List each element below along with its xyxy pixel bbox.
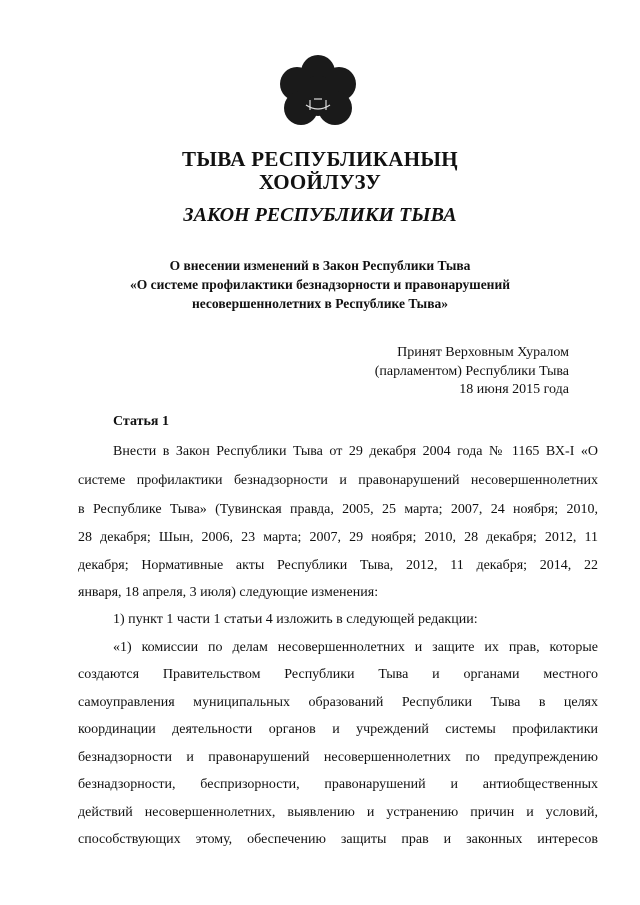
subject-line: несовершеннолетних в Республике Тыва» bbox=[192, 296, 448, 311]
adoption-block bbox=[375, 344, 569, 400]
article-text-line: способствующих этому, обеспечению защиты прав и законных интересов bbox=[78, 832, 598, 847]
article-text-line: декабря; Нормативные акты Республики Тыва, 2012, 11 декабря; 2014, 22 bbox=[78, 558, 598, 573]
article-text-line: 1) пункт 1 части 1 статьи 4 изложить в следующей редакции: bbox=[113, 612, 478, 627]
article-text-line: создаются Правительством Республики Тыва и органами местного bbox=[78, 667, 598, 682]
article-text-line: координации деятельности органов и учреждений системы профилактики bbox=[78, 722, 598, 737]
adoption-line: (парламентом) Республики Тыва bbox=[374, 363, 569, 379]
article-text-line: безнадзорности и правонарушений несовершеннолетних по предупреждению bbox=[78, 750, 598, 765]
article-text-line: 28 декабря; Шын, 2006, 23 марта; 2007, 29 ноября; 2010, 28 декабря; 2012, 11 bbox=[78, 530, 598, 545]
article-text-line: «1) комиссии по делам несовершеннолетних и защите их прав, которые bbox=[113, 640, 598, 655]
header-line-2: ХООЙЛУЗУ bbox=[258, 170, 382, 194]
adoption-date: 18 июня 2015 года bbox=[459, 382, 569, 397]
subject-line: О внесении изменений в Закон Республики Тыва bbox=[169, 258, 471, 273]
law-title: ЗАКОН РЕСПУБЛИКИ ТЫВА bbox=[183, 204, 457, 226]
header-line-1: ТЫВА РЕСПУБЛИКАНЫҢ bbox=[182, 147, 458, 171]
law-subject bbox=[90, 256, 550, 313]
article-text-line: в Республике Тыва» (Тувинская правда, 2005, 25 марта; 2007, 24 ноября; 2010, bbox=[78, 502, 598, 517]
article-text-line: действий несовершеннолетних, выявлению и устранению причин и условий, bbox=[78, 805, 598, 820]
article-heading: Статья 1 bbox=[113, 414, 169, 429]
article-text-line: безнадзорности, беспризорности, правонарушений и антиобщественных bbox=[78, 777, 598, 792]
article-text-line: января, 18 апреля, 3 июля) следующие изменения: bbox=[78, 585, 379, 600]
coat-of-arms-emblem-icon bbox=[270, 50, 366, 140]
article-text-line: системе профилактики безнадзорности и правонарушений несовершеннолетних bbox=[78, 473, 598, 488]
article-text-line: самоуправления муниципальных образований Республики Тыва в целях bbox=[78, 695, 598, 710]
article-text-line: Внести в Закон Республики Тыва от 29 декабря 2004 года № 1165 ВХ-I «О bbox=[113, 444, 598, 459]
subject-line: «О системе профилактики безнадзорности и правонарушений bbox=[129, 277, 511, 292]
adoption-line: Принят Верховным Хуралом bbox=[397, 345, 569, 360]
